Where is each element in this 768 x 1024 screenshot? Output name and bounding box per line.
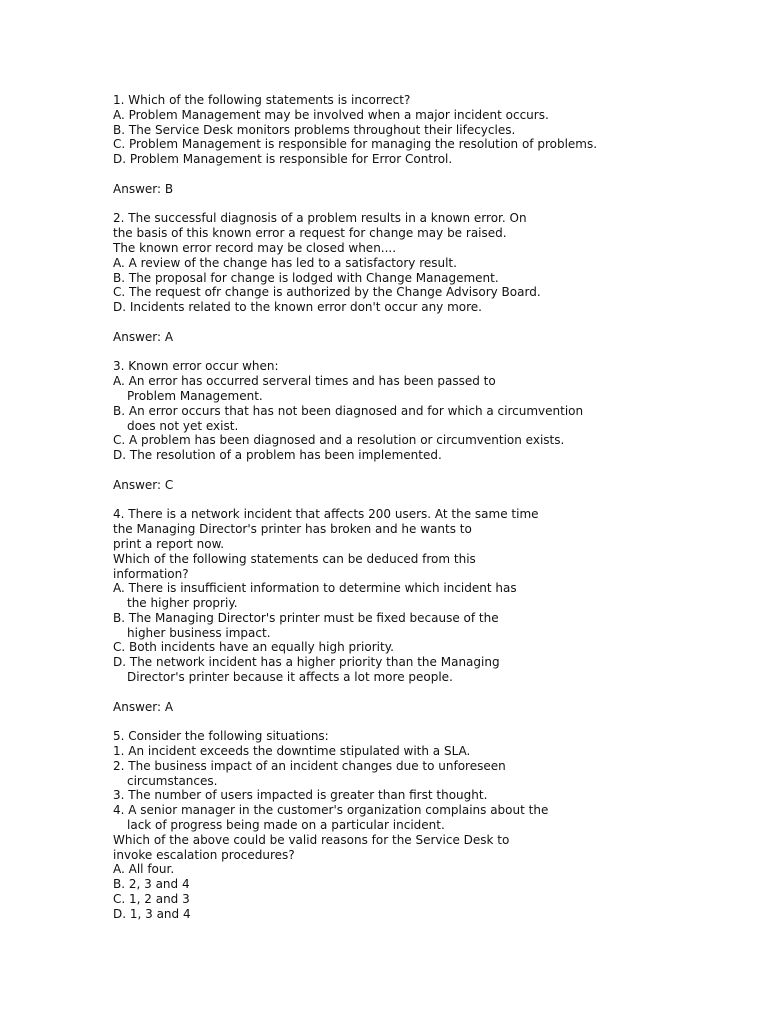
situation-4: 4. A senior manager in the customer's organization complains about the [113, 803, 549, 818]
question-text: invoke escalation procedures? [113, 847, 295, 862]
option-d: D. Incidents related to the known error don't occur any more. [113, 300, 482, 315]
option-b: B. An error occurs that has not been diagnosed and for which a circumvention [113, 403, 584, 418]
situation-3: 3. The number of users impacted is greater than first thought. [113, 788, 488, 803]
question-text: 2. The successful diagnosis of a problem results in a known error. On [113, 211, 527, 226]
option-d: D. The resolution of a problem has been implemented. [113, 448, 442, 463]
option-a-continued: Problem Management. [127, 388, 263, 403]
option-b: B. The Service Desk monitors problems throughout their lifecycles. [113, 122, 516, 137]
situation-4-continued: lack of progress being made on a particular incident. [127, 818, 445, 833]
option-a: A. An error has occurred serveral times and has been passed to [113, 374, 496, 389]
question-text: information? [113, 566, 189, 581]
option-d-continued: Director's printer because it affects a lot more people. [127, 670, 453, 685]
option-b: B. The proposal for change is lodged with Change Management. [113, 270, 499, 285]
answer-line: Answer: C [113, 477, 174, 492]
situation-2-continued: circumstances. [127, 773, 218, 788]
option-c: C. Problem Management is responsible for managing the resolution of problems. [113, 137, 598, 152]
option-a: A. All four. [113, 862, 175, 877]
option-d: D. Problem Management is responsible for Error Control. [113, 152, 453, 167]
option-b: B. 2, 3 and 4 [113, 877, 190, 892]
question-text: 3. Known error occur when: [113, 359, 279, 374]
question-4 [113, 507, 733, 729]
question-text: The known error record may be closed when.... [113, 240, 397, 255]
question-2 [113, 211, 733, 359]
question-text: 5. Consider the following situations: [113, 729, 329, 744]
question-5 [113, 729, 733, 921]
situation-1: 1. An incident exceeds the downtime stipulated with a SLA. [113, 744, 471, 759]
question-text: 1. Which of the following statements is incorrect? [113, 93, 411, 107]
question-text: Which of the above could be valid reasons for the Service Desk to [113, 832, 510, 847]
question-list [113, 93, 733, 922]
option-d: D. 1, 3 and 4 [113, 906, 191, 921]
option-c: C. 1, 2 and 3 [113, 892, 190, 907]
option-a-continued: the higher propriy. [127, 596, 238, 611]
option-c: C. Both incidents have an equally high priority. [113, 640, 394, 655]
option-c: C. A problem has been diagnosed and a resolution or circumvention exists. [113, 433, 565, 448]
answer-line: Answer: B [113, 181, 174, 196]
option-b: B. The Managing Director's printer must be fixed because of the [113, 610, 499, 625]
question-text: Which of the following statements can be deduced from this [113, 551, 476, 566]
option-a: A. There is insufficient information to determine which incident has [113, 581, 517, 596]
option-d: D. The network incident has a higher priority than the Managing [113, 655, 500, 670]
question-1 [113, 93, 733, 211]
question-text: print a report now. [113, 536, 225, 551]
option-b-continued: does not yet exist. [127, 418, 239, 433]
option-a: A. A review of the change has led to a satisfactory result. [113, 255, 457, 270]
question-text: the basis of this known error a request for change may be raised. [113, 226, 507, 241]
option-a: A. Problem Management may be involved when a major incident occurs. [113, 107, 549, 122]
question-text: 4. There is a network incident that affects 200 users. At the same time [113, 507, 539, 522]
option-b-continued: higher business impact. [127, 625, 271, 640]
question-text: the Managing Director's printer has broken and he wants to [113, 522, 472, 537]
option-c: C. The request ofr change is authorized by the Change Advisory Board. [113, 285, 541, 300]
answer-line: Answer: A [113, 699, 174, 714]
answer-line: Answer: A [113, 329, 174, 344]
situation-2: 2. The business impact of an incident changes due to unforeseen [113, 758, 506, 773]
question-3 [113, 359, 733, 507]
